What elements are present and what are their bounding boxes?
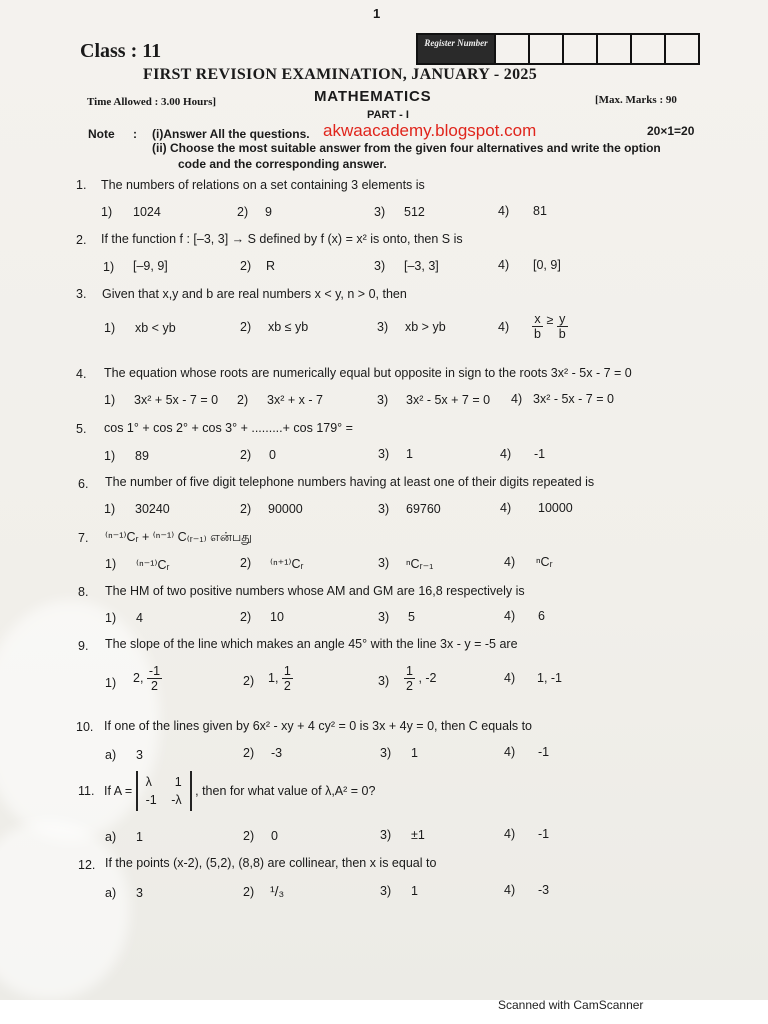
numerator: x <box>532 312 543 327</box>
denominator: b <box>558 327 566 341</box>
denominator: 2 <box>283 679 291 693</box>
question-text: If the function f : [–3, 3] → S defined by f (x) = x² is onto, then S is <box>101 232 463 246</box>
numerator: -1 <box>148 664 161 678</box>
question-text: If the points (x-2), (5,2), (8,8) are collinear, then x is equal to <box>105 856 437 870</box>
fraction-option <box>532 312 568 341</box>
option-text: xb ≤ yb <box>268 320 309 334</box>
option-label: 1) <box>104 449 116 463</box>
option-text: 3x² - 5x + 7 = 0 <box>406 393 491 407</box>
question-text: Given that x,y and b are real numbers x < y, n > 0, then <box>102 287 407 301</box>
option-label: 3) <box>378 674 390 688</box>
option-label: 2) <box>237 205 249 219</box>
question-number: 5. <box>76 422 87 436</box>
option-text: 4 <box>136 611 143 625</box>
fraction <box>147 664 162 693</box>
numerator: 1 <box>406 664 413 678</box>
option-label: 3) <box>377 393 389 407</box>
option-label: 4) <box>504 555 516 569</box>
option-label: 4) <box>504 609 516 623</box>
option-text: 10 <box>270 610 284 624</box>
denominator: b <box>534 327 541 341</box>
option-label: 1) <box>103 260 115 274</box>
option-label: 4) <box>511 392 523 406</box>
question-suffix: , then for what value of λ,A² = 0? <box>195 784 376 798</box>
question-number: 10. <box>76 720 94 734</box>
question-text: The number of five digit telephone numbers having at least one of their digits repeated is <box>105 475 595 489</box>
option-text: 69760 <box>406 502 441 516</box>
option-text: 5 <box>408 610 415 624</box>
option-text: 1 <box>136 830 143 844</box>
option-label: 2) <box>243 885 255 899</box>
option-label: 2) <box>243 829 255 843</box>
matrix-cell: 1 <box>174 775 182 789</box>
relation-symbol: ≥ <box>546 312 554 327</box>
option-text: -3 <box>271 746 283 760</box>
note-instruction-2-cont: code and the corresponding answer. <box>178 157 387 171</box>
fraction-option <box>404 664 437 693</box>
option-label: 4) <box>504 883 516 897</box>
note-instruction-1: (i)Answer All the questions. <box>152 127 310 141</box>
matrix-cell: -1 <box>145 793 157 807</box>
option-label: 1) <box>101 205 113 219</box>
option-label: 1) <box>104 502 116 516</box>
option-label: a) <box>105 830 117 844</box>
option-label: 3) <box>377 320 389 334</box>
matrix-cell: λ <box>145 775 152 789</box>
question-text: The HM of two positive numbers whose AM and GM are 16,8 respectively is <box>105 584 525 598</box>
option-text: 0 <box>271 829 278 843</box>
option-label: 2) <box>240 502 252 516</box>
fraction <box>404 664 415 693</box>
option-label: 4) <box>498 258 510 272</box>
denominator: 2 <box>151 679 158 693</box>
option-text: 512 <box>404 205 425 219</box>
option-label: a) <box>105 748 117 762</box>
option-label: 3) <box>374 205 386 219</box>
option-label: 3) <box>378 610 390 624</box>
question-number: 2. <box>76 233 87 247</box>
option-label: 2) <box>240 556 252 570</box>
register-cell <box>664 35 698 63</box>
option-label: 3) <box>374 259 386 273</box>
question-number: 1. <box>76 178 87 192</box>
option-text: -1 <box>534 447 546 461</box>
option-label: 1) <box>104 393 116 407</box>
option-text: [–3, 3] <box>404 259 439 273</box>
denominator: 2 <box>406 679 413 693</box>
class-label: Class : 11 <box>80 40 162 62</box>
option-text: 0 <box>269 448 276 462</box>
option-text: xb > yb <box>405 320 446 334</box>
part-heading: PART - I <box>367 109 409 121</box>
option-label: 3) <box>378 447 390 461</box>
option-label: 1) <box>104 321 116 335</box>
option-label: 2) <box>240 448 252 462</box>
max-marks: [Max. Marks : 90 <box>595 94 677 106</box>
option-label: 2) <box>240 259 252 273</box>
option-text: 10000 <box>538 501 573 515</box>
option-text: ⁿCᵣ₋₁ <box>406 557 434 571</box>
option-label: 4) <box>498 320 510 334</box>
question-prefix: If A = <box>104 784 133 798</box>
question-text <box>104 771 375 811</box>
option-text: 1, -1 <box>537 671 563 685</box>
option-text: xb < yb <box>135 321 176 335</box>
question-number: 4. <box>76 367 87 381</box>
option-text: 1 <box>411 746 418 760</box>
option-text: 89 <box>135 449 149 463</box>
question-number: 3. <box>76 287 87 301</box>
option-label: 3) <box>378 502 390 516</box>
option-label: 1) <box>105 557 117 571</box>
option-text: 9 <box>265 205 272 219</box>
register-cell <box>630 35 664 63</box>
option-label: 4) <box>500 501 512 515</box>
question-number: 9. <box>78 639 89 653</box>
option-text: 1 <box>411 884 418 898</box>
option-label: 2) <box>237 393 249 407</box>
option-prefix: 1, <box>268 670 279 685</box>
option-text: [–9, 9] <box>133 259 168 273</box>
question-number: 7. <box>78 531 89 545</box>
register-number-box <box>416 33 700 65</box>
option-label: 2) <box>243 746 255 760</box>
option-label: 4) <box>498 204 510 218</box>
question-text: The numbers of relations on a set containing 3 elements is <box>101 178 425 192</box>
question-text: If one of the lines given by 6x² - xy + 4 cy² = 0 is 3x + 4y = 0, then C equals to <box>104 719 533 733</box>
option-label: 4) <box>504 827 516 841</box>
question-text: The equation whose roots are numerically equal but opposite in sign to the roots 3x² - 5x - 7 = 0 <box>104 366 632 380</box>
page-number: 1 <box>373 6 381 21</box>
register-number-label: Register Number <box>418 35 494 63</box>
question-text: The slope of the line which makes an angle 45° with the line 3x - y = -5 are <box>105 637 518 651</box>
fraction <box>532 312 543 341</box>
option-text: 3 <box>136 886 143 900</box>
subject-title: MATHEMATICS <box>314 88 432 105</box>
option-text: 3 <box>136 748 143 762</box>
option-text: 30240 <box>135 502 170 516</box>
option-text: 6 <box>538 609 545 623</box>
option-text: ⁽ⁿ⁺¹⁾Cᵣ <box>270 557 304 571</box>
numerator: 1 <box>283 664 291 678</box>
fraction-option <box>133 664 162 693</box>
option-text: 1 <box>406 447 413 461</box>
option-text: -1 <box>538 827 550 841</box>
option-text: 3x² + x - 7 <box>267 393 323 407</box>
option-text: 90000 <box>268 502 303 516</box>
register-cell <box>528 35 562 63</box>
note-instruction-2: (ii) Choose the most suitable answer from the given four alternatives and write the option <box>152 141 661 155</box>
question-number: 8. <box>78 585 89 599</box>
exam-title: FIRST REVISION EXAMINATION, JANUARY - 2025 <box>143 66 537 83</box>
fraction <box>282 664 293 693</box>
register-cell <box>596 35 630 63</box>
option-label: 4) <box>500 447 512 461</box>
fraction-option <box>268 664 293 693</box>
question-number: 12. <box>78 858 96 872</box>
website-watermark[interactable]: akwaacademy.blogspot.com <box>323 121 537 140</box>
option-text: 3x² + 5x - 7 = 0 <box>134 393 219 407</box>
question-number: 6. <box>78 477 89 491</box>
option-text: R <box>266 259 276 273</box>
option-text: -1 <box>538 745 550 759</box>
option-suffix: , -2 <box>418 670 437 685</box>
option-label: 3) <box>380 828 392 842</box>
option-text: 81 <box>533 204 547 218</box>
register-cell <box>494 35 528 63</box>
option-text: 3x² - 5x - 7 = 0 <box>533 392 614 406</box>
option-label: 4) <box>504 671 516 685</box>
option-text: -3 <box>538 883 550 897</box>
option-label: a) <box>105 886 117 900</box>
option-label: 2) <box>240 320 252 334</box>
option-text: ⁽ⁿ⁻¹⁾Cᵣ <box>136 558 170 572</box>
option-label: 3) <box>380 884 392 898</box>
question-text: cos 1° + cos 2° + cos 3° + .........+ cos 179° = <box>104 421 353 435</box>
option-text: ⁿCᵣ <box>536 555 553 569</box>
scoring-scheme: 20×1=20 <box>647 124 695 138</box>
matrix-cell: -λ <box>171 793 182 807</box>
matrix-a <box>136 771 192 811</box>
option-text: 1024 <box>133 205 161 219</box>
question-text: ⁽ⁿ⁻¹⁾Cᵣ + ⁽ⁿ⁻¹⁾ C₍ᵣ₋₁₎ என்பது <box>105 530 253 544</box>
option-label: 3) <box>380 746 392 760</box>
option-label: 1) <box>105 676 117 690</box>
option-text: [0, 9] <box>533 258 561 272</box>
fraction <box>557 312 568 341</box>
note-label: Note <box>88 127 115 141</box>
numerator: y <box>557 312 568 327</box>
time-allowed: Time Allowed : 3.00 Hours] <box>87 96 217 108</box>
option-text: ¹/₃ <box>270 883 285 899</box>
scanner-watermark: Scanned with CamScanner <box>498 998 644 1012</box>
option-label: 2) <box>243 674 255 688</box>
register-cell <box>562 35 596 63</box>
option-label: 4) <box>504 745 516 759</box>
option-label: 3) <box>378 556 390 570</box>
option-prefix: 2, <box>133 670 144 685</box>
option-text: ±1 <box>411 828 425 842</box>
option-label: 2) <box>240 610 252 624</box>
note-colon: : <box>133 127 137 141</box>
option-label: 1) <box>105 611 117 625</box>
question-number: 11. <box>78 784 95 798</box>
